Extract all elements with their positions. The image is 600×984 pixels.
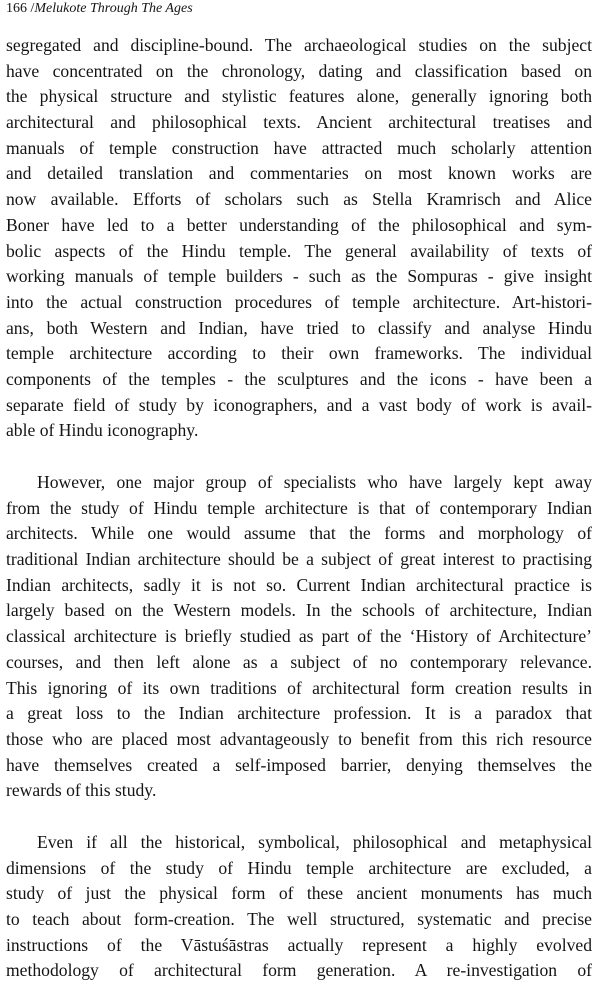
text-line: working manuals of temple builders - such as the Sompuras - give insight — [6, 266, 592, 287]
text-line: architects. While one would assume that the forms and morphology of — [6, 523, 592, 544]
page-number: 166 — [6, 1, 27, 16]
text-line: temple architecture according to their own frameworks. The individual — [6, 343, 592, 364]
text-line: rewards of this study. — [6, 780, 157, 801]
text-line: bolic aspects of the Hindu temple. The general availability of texts of — [6, 240, 592, 261]
text-line: from the study of Hindu temple architecture is that of contemporary Indian — [6, 497, 592, 518]
body-text — [6, 33, 592, 984]
text-line: Even if all the historical, symbolical, philosophical and metaphysical — [37, 831, 592, 852]
paragraph-gap — [6, 804, 592, 830]
text-line: dimensions of the study of Hindu temple architecture are excluded, a — [6, 857, 592, 878]
text-line: segregated and discipline-bound. The archaeological studies on the subject — [6, 35, 592, 55]
paragraph-2 — [6, 470, 592, 804]
text-line: the physical structure and stylistic features alone, generally ignoring both — [6, 86, 592, 107]
text-line: traditional Indian architecture should be a subject of great interest to practising — [6, 549, 592, 570]
text-line: separate field of study by iconographers, and a vast body of work is avail- — [6, 394, 592, 415]
text-line: ans, both Western and Indian, have tried to classify and analyse Hindu — [6, 317, 592, 338]
running-head — [6, 1, 193, 17]
text-line: into the actual construction procedures of temple architecture. Art-histori- — [6, 291, 592, 312]
header-separator: / — [27, 1, 35, 16]
text-line: have concentrated on the chronology, dating and classification based on — [6, 60, 592, 81]
text-line: have themselves created a self-imposed barrier, denying themselves the — [6, 754, 592, 775]
text-line: instructions of the Vāstuśāstras actually represent a highly evolved — [6, 934, 592, 955]
text-line: study of just the physical form of these ancient monuments has much — [6, 883, 592, 904]
book-title: Melukote Through The Ages — [34, 1, 193, 16]
text-line: a great loss to the Indian architecture profession. It is a paradox that — [6, 703, 592, 724]
text-line: architectural and philosophical texts. Ancient architectural treatises and — [6, 112, 592, 133]
text-line: now available. Efforts of scholars such as Stella Kramrisch and Alice — [6, 189, 592, 210]
text-line: methodology of architectural form generation. A re-investigation of — [6, 960, 592, 981]
paragraph-3 — [6, 830, 592, 984]
text-line: classical architecture is briefly studied as part of the ‘History of Architecture’ — [6, 626, 592, 647]
paragraph-gap — [6, 444, 592, 470]
text-line: This ignoring of its own traditions of architectural form creation results in — [6, 677, 592, 698]
text-line: Indian architects, sadly it is not so. Current Indian architectural practice is — [6, 574, 592, 595]
text-line: courses, and then left alone as a subject of no contemporary relevance. — [6, 651, 592, 672]
paragraph-1 — [6, 33, 592, 444]
text-line: Boner have led to a better understanding of the philosophical and sym- — [6, 214, 592, 235]
text-line: largely based on the Western models. In the schools of architecture, Indian — [6, 600, 592, 621]
text-line: and detailed translation and commentaries on most known works are — [6, 163, 592, 184]
text-line: those who are placed most advantageously to benefit from this rich resource — [6, 728, 592, 749]
text-line: However, one major group of specialists who have largely kept away — [37, 472, 592, 492]
text-line: to teach about form-creation. The well structured, systematic and precise — [6, 909, 592, 929]
text-line: able of Hindu iconography. — [6, 420, 199, 441]
text-line: manuals of temple construction have attracted much scholarly attention — [6, 137, 592, 158]
text-line: components of the temples - the sculptures and the icons - have been a — [6, 368, 592, 389]
